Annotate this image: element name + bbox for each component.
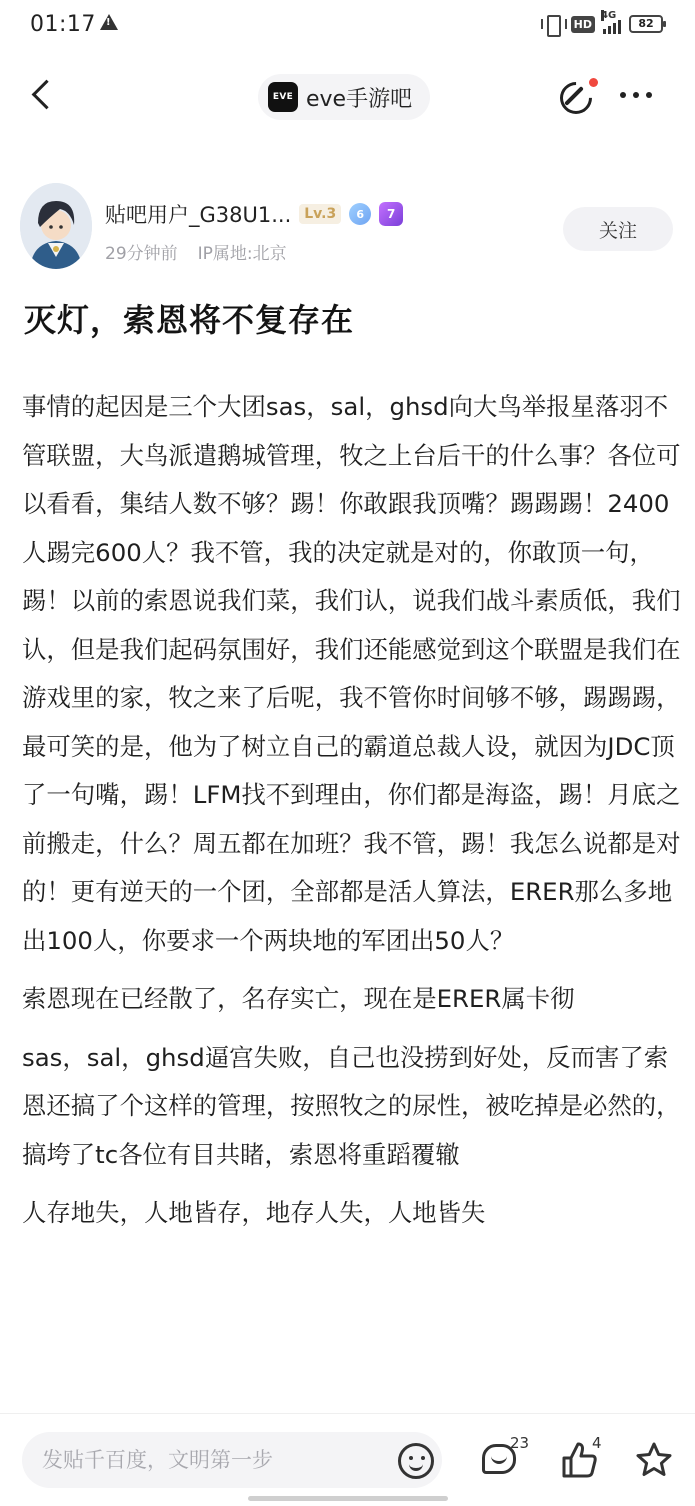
forum-pill[interactable] — [258, 74, 430, 120]
forum-name: eve手游吧 — [306, 86, 413, 112]
bottom-bar — [0, 1413, 695, 1506]
home-indicator — [248, 1496, 448, 1501]
status-indicators — [541, 10, 663, 34]
more-dots-icon — [620, 92, 626, 98]
author-name-row — [105, 199, 403, 229]
medal-badge-icon: 7 — [379, 202, 403, 226]
avatar[interactable] — [20, 183, 92, 269]
status-bar — [0, 0, 695, 56]
post-time: 29分钟前 — [105, 244, 178, 264]
notification-dot — [589, 78, 598, 87]
edit-button[interactable] — [558, 80, 596, 118]
emoji-icon[interactable] — [398, 1443, 434, 1479]
post-body — [22, 383, 682, 1248]
more-button[interactable] — [620, 92, 652, 98]
author-meta — [105, 239, 287, 264]
ip-location: IP属地:北京 — [197, 244, 287, 264]
battery-icon: 82 — [629, 15, 663, 33]
gem-badge-icon: 6 — [349, 203, 371, 225]
like-count: 4 — [592, 1434, 602, 1452]
top-nav — [0, 56, 695, 136]
signal-icon — [601, 10, 621, 34]
post-paragraph: sas，sal，ghsd逼宫失败，自己也没捞到好处，反而害了索恩还搞了个这样的管理，按照牧之的尿性，被吃掉是必然的，搞垮了tc各位有目共睹，索恩将重蹈覆辙 — [22, 1042, 681, 1169]
author-name[interactable]: 贴吧用户_G38U1... — [105, 203, 292, 227]
post-title: 灭灯，索恩将不复存在 — [24, 301, 355, 339]
star-icon — [634, 1440, 674, 1480]
forum-logo-icon: EVE — [268, 82, 298, 112]
back-button[interactable] — [24, 76, 60, 116]
hd-badge: HD — [571, 16, 595, 33]
warning-icon — [100, 14, 118, 30]
avatar-image — [20, 183, 92, 269]
favorite-button[interactable] — [634, 1440, 674, 1480]
post-paragraph: 索恩现在已经散了，名存实亡，现在是ERER属卡彻 — [22, 984, 575, 1013]
reply-input[interactable] — [22, 1432, 442, 1488]
post-paragraph: 人存地失，人地皆存，地存人失，人地皆失 — [22, 1198, 486, 1227]
follow-button[interactable]: 关注 — [563, 207, 673, 251]
status-time: 01:17 — [30, 12, 96, 37]
comment-count: 23 — [510, 1434, 530, 1452]
level-badge: Lv.3 — [299, 204, 341, 224]
vibrate-icon — [541, 14, 563, 34]
network-type-label: 4G — [601, 10, 617, 21]
post-paragraph: 事情的起因是三个大团sas，sal，ghsd向大鸟举报星落羽不管联盟，大鸟派遣鹅城管理，牧之上台后干的什么事？各位可以看看，集结人数不够？踢！你敢跟我顶嘴？踢踢踢！2400人踢完600人？我不管，我的决定就是对的，你敢顶一句，踢！以前的索恩说我们菜，我们认，说我们战斗素质低，我们认，但是我们起码氛围好，我们还能感觉到这个联盟是我们在游戏里的家，牧之来了后呢，我不管你时间够不够，踢踢踢，最可笑的是，他为了树立自己的霸道总裁人设，就因为JDC顶了一句嘴，踢！LFM找不到理由，你们都是海盗，踢！月底之前搬走，什么？周五都在加班？我不管，踢！我怎么说都是对的！更有逆天的一个团，全部都是活人算法，ERER那么多地出100人，你要求一个两块地的军团出50人？ — [22, 392, 681, 955]
